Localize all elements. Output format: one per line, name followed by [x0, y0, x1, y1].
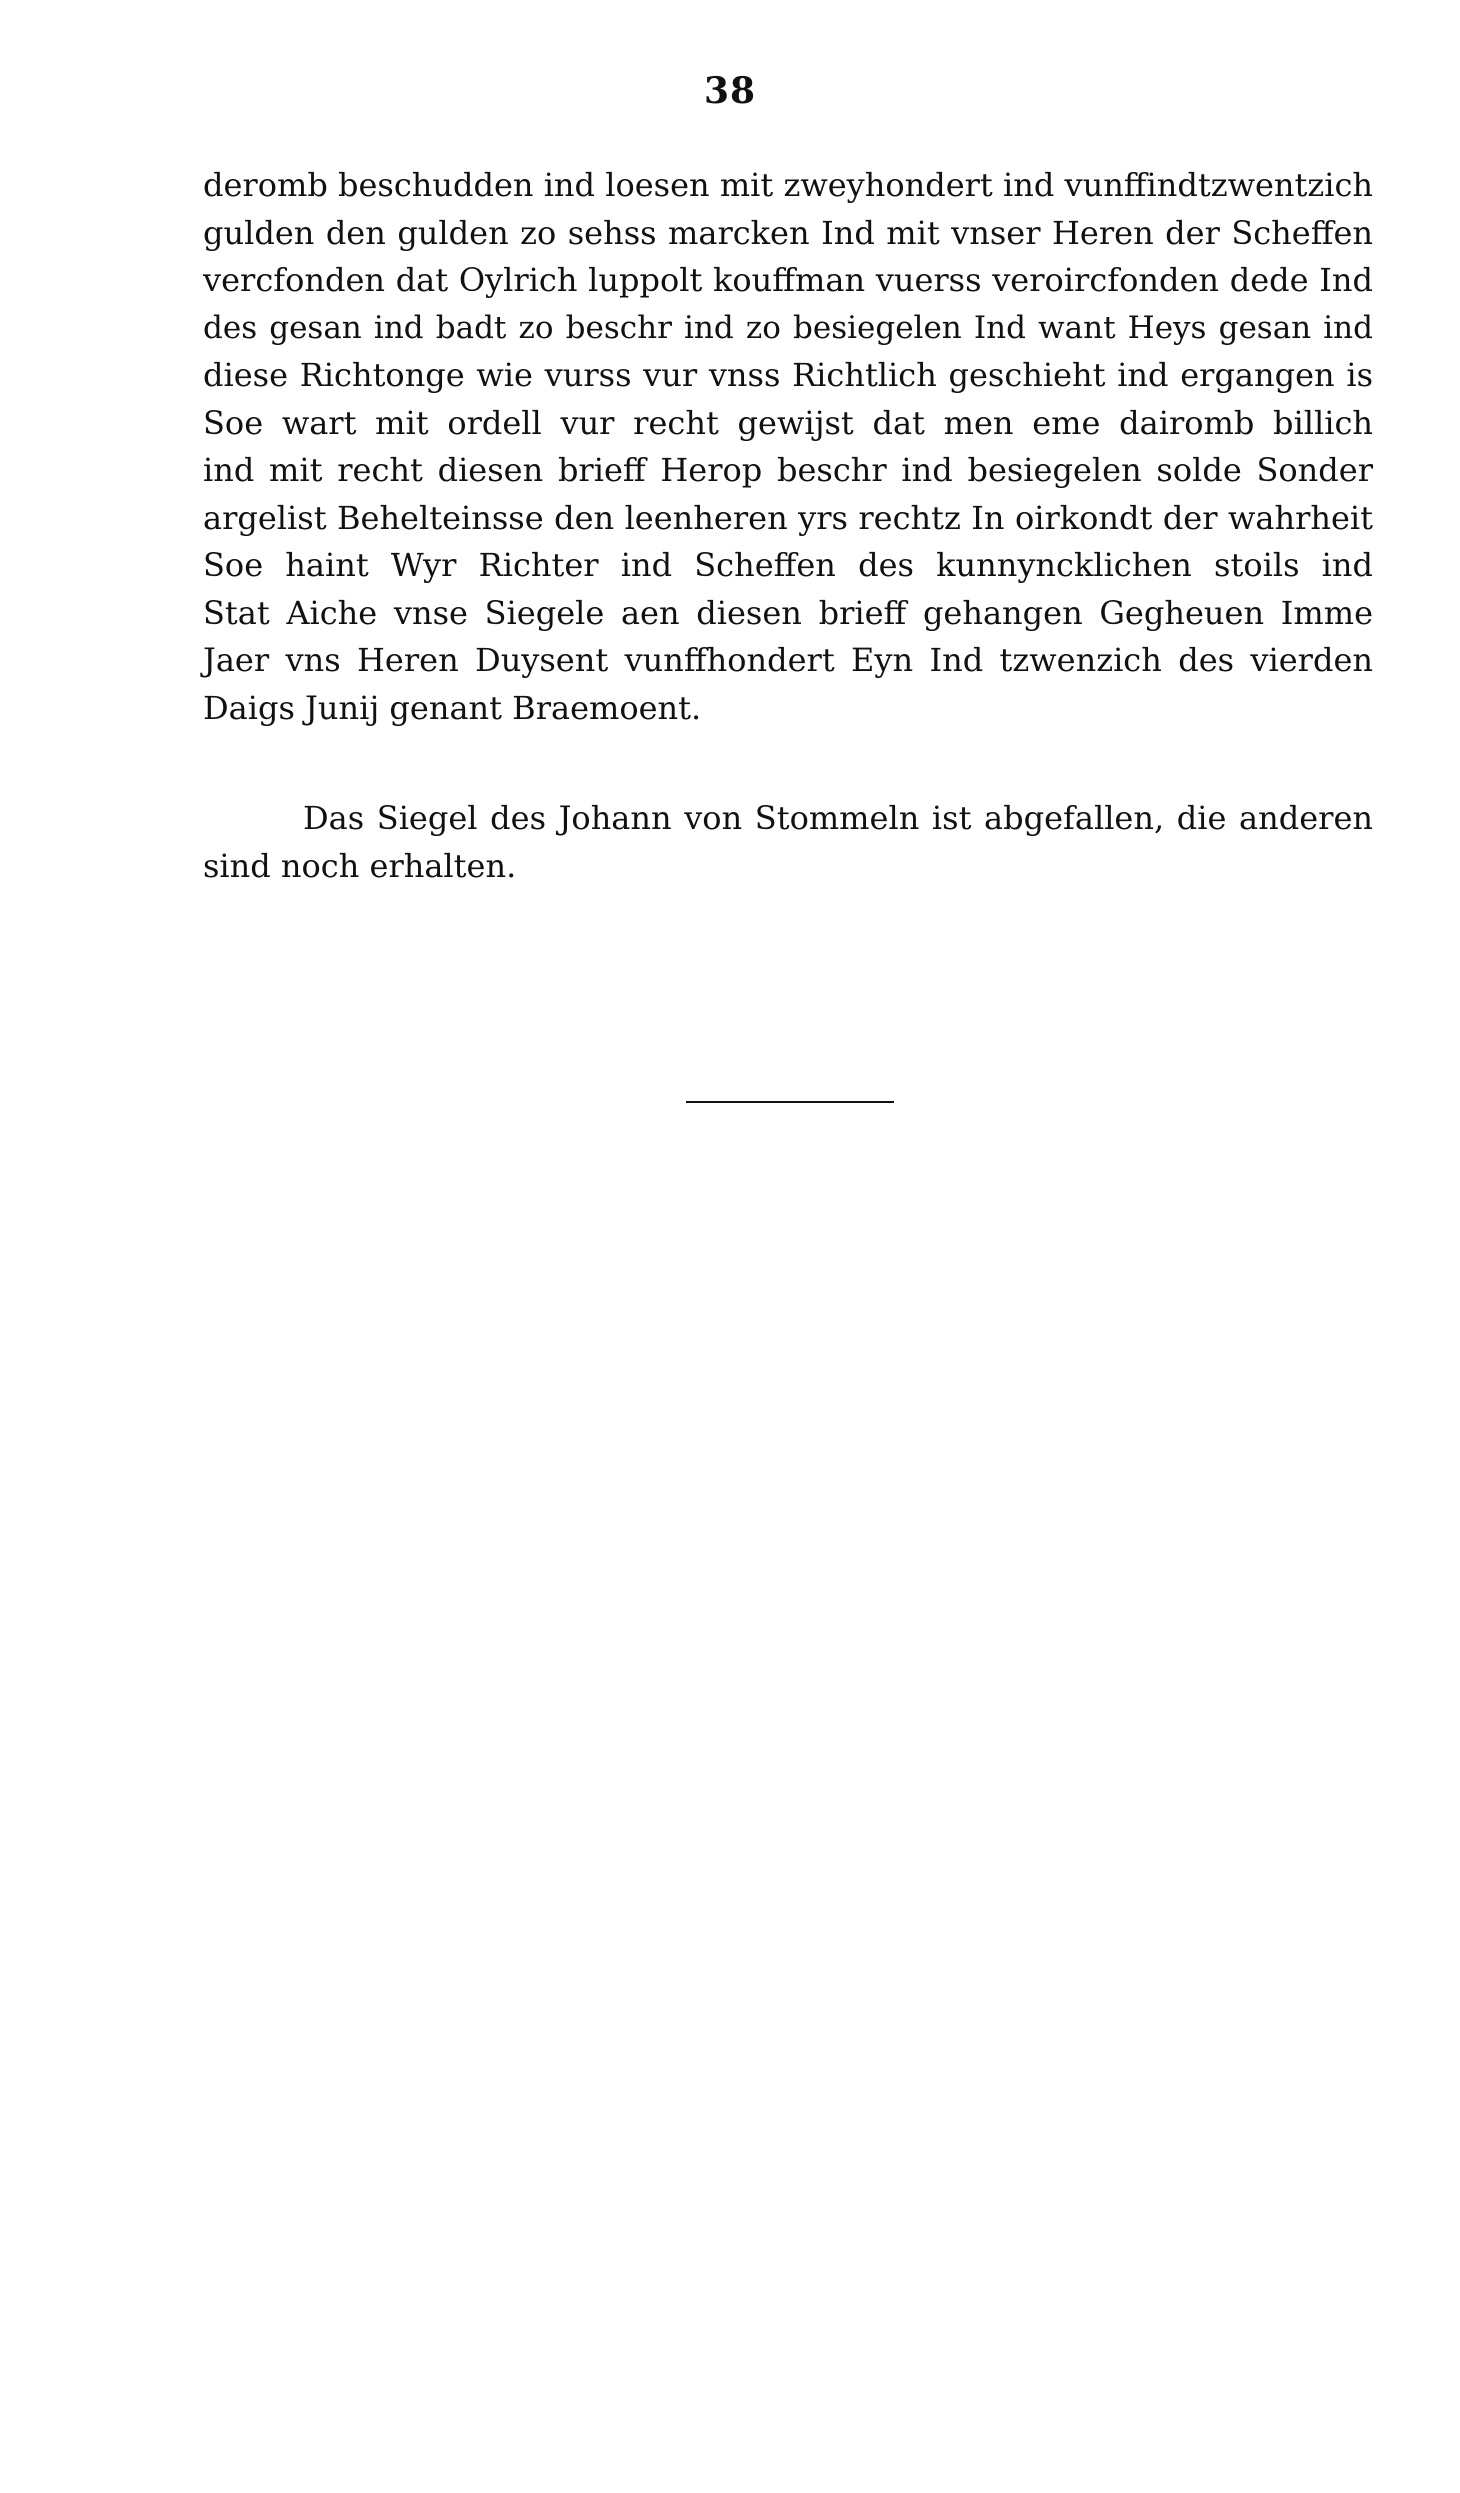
body-text — [203, 162, 1373, 732]
text-line: argelist Behelteinsse den leenheren yrs rechtz In oirkondt der wahrheit — [203, 498, 1373, 537]
text-line: diese Richtonge wie vurss vur vnss Richtlich geschieht ind ergangen is — [203, 356, 1373, 394]
text-line: des gesan ind badt zo beschr ind zo besiegelen Ind want Heys gesan ind — [203, 309, 1373, 346]
text-line: Stat Aiche vnse Siegele aen diesen brieff gehangen Gegheuen Imme — [203, 593, 1373, 632]
text-line: Soe wart mit ordell vur recht gewijst dat men eme dairomb billich — [203, 403, 1373, 442]
text-line: deromb beschudden ind loesen mit zweyhondert ind vunffindtzwentzich — [203, 166, 1373, 204]
note-line: sind noch erhalten. — [203, 846, 517, 885]
text-line: Soe haint Wyr Richter ind Scheffen des kunnyncklichen stoils ind — [203, 546, 1373, 584]
note-line: Das Siegel des Johann von Stommeln ist abgefallen, die anderen — [303, 799, 1373, 837]
seal-note — [203, 795, 1373, 890]
text-line: Daigs Junij genant Braemoent. — [203, 688, 702, 727]
text-line: vercfonden dat Oylrich luppolt kouffman vuerss veroircfonden dede Ind — [203, 261, 1373, 299]
text-line: Jaer vns Heren Duysent vunffhondert Eyn Ind tzwenzich des vierden — [203, 641, 1373, 679]
page-number: 38 — [703, 70, 757, 112]
text-line: gulden den gulden zo sehss marcken Ind mit vnser Heren der Scheffen — [203, 213, 1373, 252]
text-line: ind mit recht diesen brieff Herop beschr ind besiegelen solde Sonder — [203, 451, 1373, 489]
section-divider — [686, 1101, 894, 1103]
